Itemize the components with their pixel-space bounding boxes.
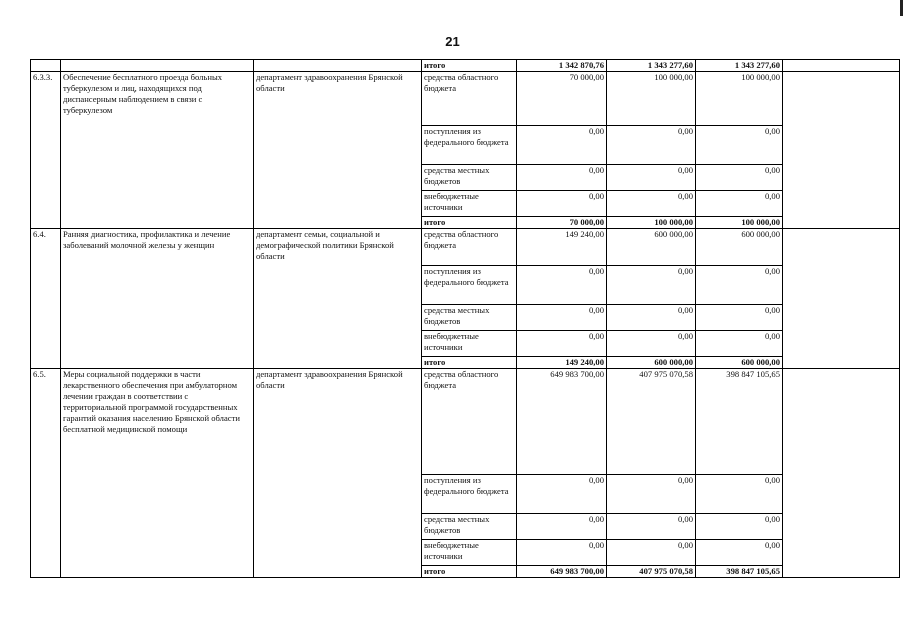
- item-name: Ранняя диагностика, профилактика и лечение заболеваний молочной железы у женщин: [61, 229, 254, 369]
- item-department: департамент здравоохранения Брянской области: [254, 72, 422, 229]
- value-cell: 100 000,00: [696, 72, 783, 126]
- item-department: департамент здравоохранения Брянской области: [254, 369, 422, 578]
- scan-edge-mark: [900, 0, 903, 16]
- table-row: [31, 72, 900, 126]
- value-cell: 0,00: [607, 126, 696, 165]
- value-cell: 0,00: [607, 331, 696, 357]
- funding-source: поступления из федерального бюджета: [422, 126, 517, 165]
- table-row: [31, 369, 900, 475]
- value-cell: 0,00: [517, 331, 607, 357]
- value-cell: 0,00: [607, 540, 696, 566]
- table-row: [31, 60, 900, 72]
- value-cell: 0,00: [607, 475, 696, 514]
- funding-source: поступления из федерального бюджета: [422, 475, 517, 514]
- value-cell: 600 000,00: [696, 229, 783, 266]
- value-cell: 0,00: [696, 331, 783, 357]
- funding-source: средства областного бюджета: [422, 369, 517, 475]
- value-cell: 1 343 277,60: [607, 60, 696, 72]
- dept-cell: [254, 60, 422, 72]
- value-cell: 0,00: [517, 305, 607, 331]
- value-cell: 0,00: [517, 514, 607, 540]
- value-cell: 0,00: [607, 165, 696, 191]
- value-cell: 398 847 105,65: [696, 369, 783, 475]
- table-row: [31, 229, 900, 266]
- total-value: 70 000,00: [517, 217, 607, 229]
- value-cell: 0,00: [607, 514, 696, 540]
- extra-cell: [783, 60, 900, 72]
- value-cell: 70 000,00: [517, 72, 607, 126]
- total-value: 407 975 070,58: [607, 566, 696, 578]
- value-cell: 0,00: [607, 305, 696, 331]
- item-name: Меры социальной поддержки в части лекарственного обеспечения при амбулаторном лечении граждан в соответствии с территориальной программой государственных гарантий оказания населению Брянской области бесплатной медицинской помощи: [61, 369, 254, 578]
- value-cell: 0,00: [696, 305, 783, 331]
- value-cell: 0,00: [696, 126, 783, 165]
- funding-source: внебюджетные источники: [422, 540, 517, 566]
- total-label: итого: [422, 60, 517, 72]
- value-cell: 0,00: [517, 475, 607, 514]
- value-cell: 0,00: [607, 266, 696, 305]
- funding-source: внебюджетные источники: [422, 191, 517, 217]
- value-cell: 149 240,00: [517, 229, 607, 266]
- budget-table: [30, 59, 900, 578]
- funding-source: поступления из федерального бюджета: [422, 266, 517, 305]
- funding-source: средства местных бюджетов: [422, 305, 517, 331]
- value-cell: 0,00: [517, 191, 607, 217]
- item-number: 6.5.: [31, 369, 61, 578]
- funding-source: средства местных бюджетов: [422, 165, 517, 191]
- value-cell: 0,00: [517, 165, 607, 191]
- funding-source: средства местных бюджетов: [422, 514, 517, 540]
- funding-source: средства областного бюджета: [422, 72, 517, 126]
- value-cell: 100 000,00: [607, 72, 696, 126]
- value-cell: 0,00: [696, 266, 783, 305]
- value-cell: 0,00: [696, 475, 783, 514]
- name-cell: [61, 60, 254, 72]
- total-value: 100 000,00: [607, 217, 696, 229]
- funding-source: средства областного бюджета: [422, 229, 517, 266]
- value-cell: 0,00: [696, 514, 783, 540]
- page-number: 21: [445, 34, 460, 49]
- total-value: 600 000,00: [696, 357, 783, 369]
- value-cell: 0,00: [517, 266, 607, 305]
- value-cell: 600 000,00: [607, 229, 696, 266]
- value-cell: 1 343 277,60: [696, 60, 783, 72]
- total-value: 149 240,00: [517, 357, 607, 369]
- item-number: 6.3.3.: [31, 72, 61, 229]
- funding-source: внебюджетные источники: [422, 331, 517, 357]
- total-label: итого: [422, 217, 517, 229]
- total-value: 398 847 105,65: [696, 566, 783, 578]
- value-cell: 0,00: [517, 126, 607, 165]
- extra-cell: [783, 369, 900, 578]
- extra-cell: [783, 72, 900, 229]
- num-cell: [31, 60, 61, 72]
- value-cell: 0,00: [696, 540, 783, 566]
- value-cell: 0,00: [696, 165, 783, 191]
- value-cell: 649 983 700,00: [517, 369, 607, 475]
- total-value: 649 983 700,00: [517, 566, 607, 578]
- total-value: 100 000,00: [696, 217, 783, 229]
- item-number: 6.4.: [31, 229, 61, 369]
- extra-cell: [783, 229, 900, 369]
- total-value: 600 000,00: [607, 357, 696, 369]
- value-cell: 0,00: [607, 191, 696, 217]
- value-cell: 0,00: [517, 540, 607, 566]
- item-name: Обеспечение бесплатного проезда больных туберкулезом и лиц, находящихся под диспансерным наблюдением в связи с туберкулезом: [61, 72, 254, 229]
- item-department: департамент семьи, социальной и демографической политики Брянской области: [254, 229, 422, 369]
- total-label: итого: [422, 357, 517, 369]
- value-cell: 0,00: [696, 191, 783, 217]
- value-cell: 1 342 870,76: [517, 60, 607, 72]
- value-cell: 407 975 070,58: [607, 369, 696, 475]
- total-label: итого: [422, 566, 517, 578]
